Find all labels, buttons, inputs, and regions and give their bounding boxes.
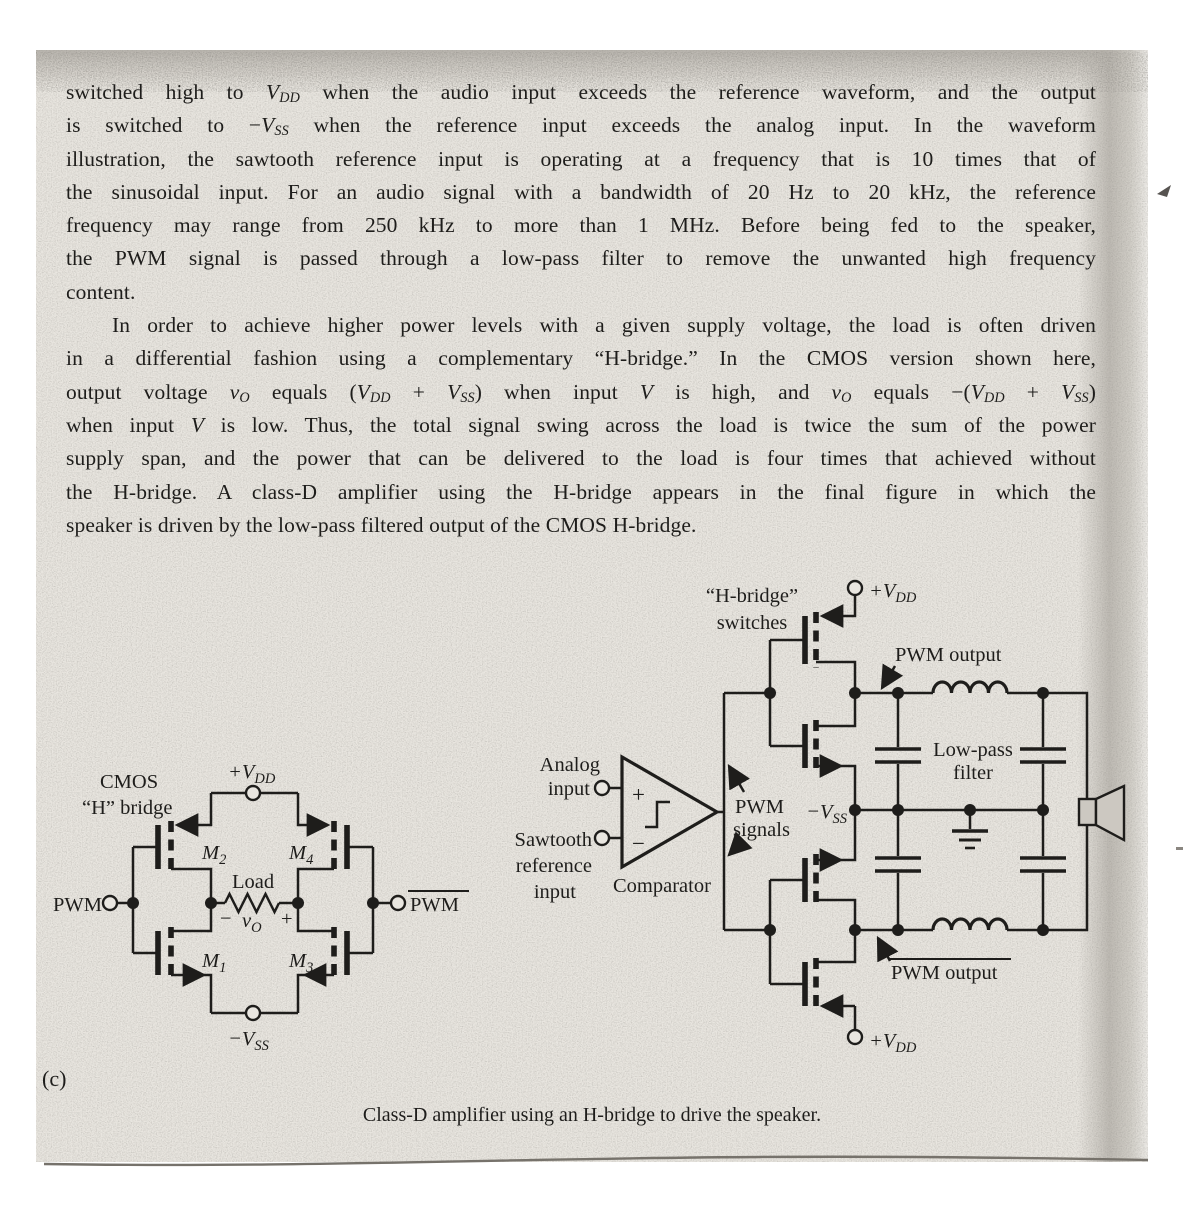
vo-plus: + [281, 908, 293, 930]
text-line: switched high to $V_{DD}$ when the audio input exceeds the reference waveform, and the output [66, 80, 1096, 107]
scan-artifact-arrow [1157, 185, 1171, 197]
figure-label: (c) [42, 1066, 67, 1091]
text-line: the PWM signal is passed through a low-pass filter to remove the unwanted high frequency [66, 246, 1096, 271]
body-text [66, 76, 1096, 542]
text-line: supply span, and the power that can be delivered to the load is four times that achieved without [66, 446, 1096, 471]
lowpass-filter-line2: filter [953, 762, 993, 784]
m4-label: $M_4$ [289, 842, 314, 868]
vo-label: $v_O$ [242, 910, 262, 936]
text-line: In order to achieve higher power levels with a given supply voltage, the load is often driven [112, 313, 1096, 338]
comparator-minus: − [632, 831, 645, 856]
text-line: frequency may range from 250 kHz to more than 1 MHz. Before being fed to the speaker, [66, 213, 1096, 238]
junction-dot [964, 804, 976, 816]
junction-dot [892, 687, 904, 699]
comparator-label: Comparator [613, 875, 711, 897]
text-line: is switched to $-V_{SS}$ when the reference input exceeds the analog input. In the waveform [66, 113, 1096, 140]
junction-dot [764, 687, 776, 699]
vss-label: $-V_{SS}$ [228, 1028, 269, 1054]
vss-terminal [246, 1006, 260, 1020]
text-line: the H-bridge. A class-D amplifier using the H-bridge appears in the final figure in which the [66, 479, 1096, 504]
hbridge-switches-line2: switches [716, 612, 788, 634]
analog-input-terminal [595, 781, 609, 795]
m1-label: $M_1$ [202, 950, 227, 976]
cmos-title-line2: “H” bridge [82, 797, 173, 819]
scan-artifact-dash [1176, 847, 1183, 850]
junction-dot [849, 687, 861, 699]
junction-dot [849, 924, 861, 936]
pwm-output-top-label: PWM output [895, 644, 1002, 666]
m2-label: $M_2$ [202, 842, 227, 868]
pwm-terminal [103, 896, 117, 910]
vdd-top-label: $+V_{DD}$ [869, 580, 917, 606]
m3-label: $M_3$ [289, 950, 314, 976]
sawtooth-input-terminal [595, 831, 609, 845]
vdd-label: $+V_{DD}$ [228, 761, 276, 787]
sawtooth-label-line2: reference [515, 855, 592, 877]
junction-dot [127, 897, 139, 909]
paragraph-1 [66, 76, 1096, 309]
text-line: illustration, the sawtooth reference input is operating at a frequency that is 10 times that of [66, 146, 1096, 171]
junction-dot [292, 897, 304, 909]
vss-label: $-V_{SS}$ [806, 801, 847, 827]
junction-dot [367, 897, 379, 909]
hbridge-switches-line1: “H-bridge” [705, 585, 799, 607]
vdd-top-terminal [848, 581, 862, 595]
junction-dot [205, 897, 217, 909]
vdd-bottom-label: $+V_{DD}$ [869, 1030, 917, 1056]
junction-dot [849, 804, 861, 816]
junction-dot [1037, 687, 1049, 699]
vo-minus: − [220, 908, 232, 930]
pwm-bar-input-label: PWM [410, 894, 459, 916]
text-line: in a differential fashion using a complementary “H-bridge.” In the CMOS version shown here, [66, 346, 1096, 371]
analog-input-label-line1: Analog [539, 754, 600, 776]
load-label: Load [232, 871, 275, 893]
text-line: the sinusoidal input. For an audio signal with a bandwidth of 20 Hz to 20 kHz, the reference [66, 179, 1096, 204]
figure-caption: Class-D amplifier using an H-bridge to drive the speaker. [362, 1104, 822, 1126]
pwm-signals-line1: PWM [735, 796, 784, 818]
cmos-title-line1: CMOS [100, 771, 159, 793]
junction-dot [892, 804, 904, 816]
lowpass-filter-line1: Low-pass [933, 739, 1013, 761]
pwm-input-label: PWM [53, 894, 102, 916]
sawtooth-label-line3: input [533, 881, 576, 903]
pwm-bar-terminal [391, 896, 405, 910]
text-line: when input V is low. Thus, the total signal swing across the load is twice the sum of the power [66, 412, 1096, 437]
analog-input-label-line2: input [547, 778, 590, 800]
comparator-plus: + [632, 782, 645, 807]
vdd-terminal [246, 786, 260, 800]
pwm-signals-line2: signals [733, 819, 790, 841]
sawtooth-label-line1: Sawtooth [514, 829, 592, 851]
junction-dot [764, 924, 776, 936]
junction-dot [1037, 924, 1049, 936]
junction-dot [1037, 804, 1049, 816]
pwm-output-bottom-label: PWM output [891, 962, 998, 984]
paragraph-2 [66, 309, 1096, 542]
text-line: content. [66, 279, 136, 304]
text-line: speaker is driven by the low-pass filtered output of the CMOS H-bridge. [66, 512, 697, 537]
junction-dot [892, 924, 904, 936]
text-line: output voltage $v_O$ equals $(V_{DD} + V_{SS})$ when input V is high, and $v_O$ equals $-(V_{DD} + V_{SS})$ [66, 379, 1096, 406]
vdd-bottom-terminal [848, 1030, 862, 1044]
